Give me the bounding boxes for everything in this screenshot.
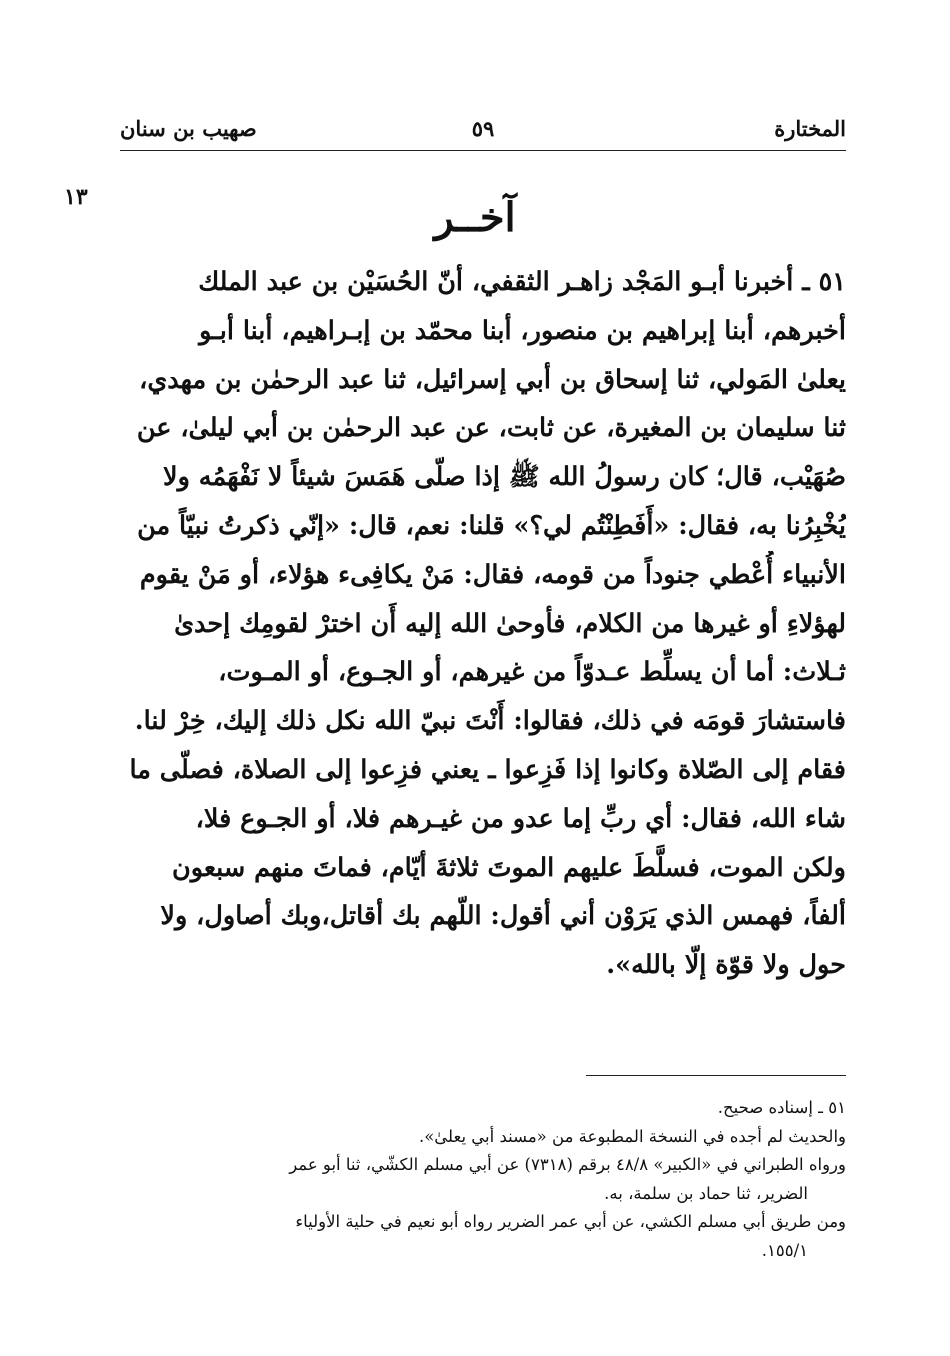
- hadith-text: [122, 258, 846, 990]
- running-header: [120, 110, 846, 151]
- footnote-line: الضرير، ثنا حماد بن سلمة، به.: [604, 1183, 808, 1203]
- hadith-line: ثنا سليمان بن المغيرة، عن ثابت، عن عبد الرحمٰن بن أبي ليلىٰ، عن: [136, 413, 846, 444]
- footnote-line: والحديث لم أجده في النسخة المطبوعة من «مسند أبي يعلىٰ».: [418, 1126, 846, 1146]
- margin-number: ١٣: [64, 184, 88, 210]
- hadith-line: فاستشارَ قومَه في ذلك، فقالوا: أَنْتَ نبيّ الله نكل ذلك إليك، خِرْ لنا.: [134, 706, 846, 737]
- footnote-separator: [586, 1075, 846, 1076]
- hadith-line: شاء الله، فقال: أي ربِّ إما عدو من غيـرهم فلا، أو الجـوع فلا،: [195, 803, 846, 834]
- hadith-line: ولكن الموت، فسلَّطَ عليهم الموتَ ثلاثةَ أيّام، فماتَ منهم سبعون: [171, 852, 846, 883]
- hadith-line: ثـلاث: أما أن يسلِّط عـدوّاً من غيرهم، أو الجـوع، أو المـوت،: [218, 657, 846, 688]
- header-book-title: المختارة: [774, 116, 846, 141]
- header-chapter-name: صهيب بن سنان: [120, 116, 257, 141]
- hadith-line: ألفاً، فهمس الذي يَرَوْن أني أقول: اللّهم بك أقاتل،وبك أصاول، ولا: [160, 901, 846, 932]
- hadith-line: يعلىٰ المَولي، ثنا إسحاق بن أبي إسرائيل، ثنا عبد الرحمٰن بن مهدي،: [139, 364, 846, 395]
- footnote-line: ورواه الطبراني في «الكبير» ٤٨/٨ برقم (٧٣١٨) عن أبي مسلم الكشّي، ثنا أبو عمر: [289, 1155, 846, 1175]
- hadith-line: لهؤلاءِ أو غيرها من الكلام، فأوحىٰ الله إليه أَن اخترْ لقومِك إحدىٰ: [174, 608, 846, 639]
- hadith-line: أخبرهم، أبنا إبراهيم بن منصور، أبنا محمّد بن إبـراهيم، أبنا أبـو: [199, 315, 846, 346]
- footnotes: [120, 1094, 846, 1266]
- hadith-line: ٥١ ـ أخبرنا أبـو المَجْد زاهـر الثقفي، أنّ الحُسَيْن بن عبد الملك: [198, 267, 846, 297]
- hadith-line: صُهَيْب، قال؛ كان رسولُ الله ﷺ إذا صلّى هَمَسَ شيئاً لا نَفْهَمُه ولا: [163, 462, 846, 493]
- footnote-line: ١٥٥/١.: [761, 1240, 808, 1260]
- hadith-line: الأنبياء أُعْطي جنوداً من قومه، فقال: مَنْ يكافِىء هؤلاء، أو مَنْ يقوم: [139, 559, 846, 590]
- page-number: ٥٩: [471, 116, 495, 141]
- hadith-line: يُخْبِرُنا به، فقال: «أَفَطِنْتُم لي؟» قلنا: نعم، قال: «إنّي ذكرتُ نبيّاً من: [137, 510, 846, 541]
- hadith-line: فقام إلى الصّلاة وكانوا إذا فَزِعوا ـ يعني فزِعوا إلى الصلاة، فصلّى ما: [129, 754, 846, 785]
- hadith-line: حول ولا قوّة إلّا بالله».: [606, 950, 846, 981]
- section-title: آخــر: [434, 194, 516, 241]
- footnote-line: ومن طريق أبي مسلم الكشي، عن أبي عمر الضرير رواه أبو نعيم في حلية الأولياء: [295, 1212, 846, 1232]
- footnote-line: ٥١ ـ إسناده صحيح.: [717, 1098, 846, 1117]
